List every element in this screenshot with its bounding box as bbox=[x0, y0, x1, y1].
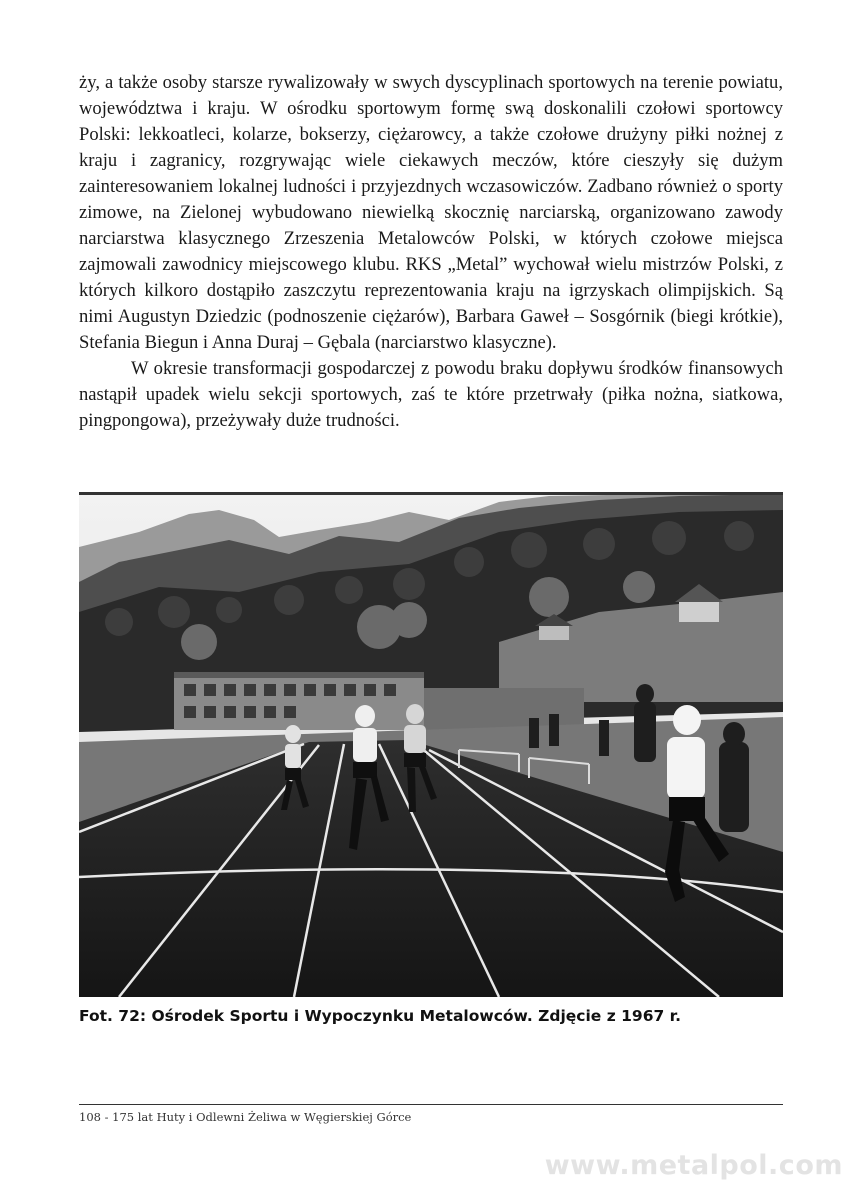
body-text bbox=[79, 70, 783, 434]
footer-divider bbox=[79, 1104, 783, 1105]
paragraph: W okresie transformacji gospodarczej z powodu braku dopływu środków finansowych nastąpił upadek wielu sekcji sportowych, zaś te które przetrwały (piłka nożna, siatkowa, pingpongowa), przeżywały duże trudności. bbox=[79, 358, 783, 431]
paragraph: ży, a także osoby starsze rywalizowały w swych dyscyplinach sportowych na terenie powiatu, województwa i kraju. W ośrodku sportowym formę swą doskonalili czołowi sportowcy Polski: lekkoatleci, kolarze, bokserzy, ciężarowcy, a także czołowe drużyny piłki nożnej z kraju i zagranicy, rozgrywając wiele ciekawych meczów, które cieszyły się dużym zainteresowaniem lokalnej ludności i przyjezdnych wczasowiczów. Zadbano również o sporty zimowe, na Zielonej wybudowano niewielką skocznię narciarską, organizowano zawody narciarstwa klasycznego Zrzeszenia Metalowców Polski, w których czołowe miejsca zajmowali zawodnicy miejscowego klubu. RKS „Metal” wychował wielu mistrzów Polski, z których kilkoro dostąpiło zaszczytu reprezentowania kraju na igrzyskach olimpijskich. Są nimi Augustyn Dziedzic (podnoszenie ciężarów), Barbara Gaweł – Sosgórnik (biegi krótkie), Stefania Biegun i Anna Duraj – Gębala (narciarstwo klasyczne). bbox=[79, 72, 783, 353]
watermark: www.metalpol.com bbox=[544, 1150, 843, 1181]
page-footer: 108 - 175 lat Huty i Odlewni Żeliwa w Węgierskiej Górce bbox=[79, 1110, 412, 1124]
running-track-photo bbox=[79, 492, 783, 997]
photo-caption: Fot. 72: Ośrodek Sportu i Wypoczynku Metalowców. Zdjęcie z 1967 r. bbox=[79, 1007, 681, 1025]
